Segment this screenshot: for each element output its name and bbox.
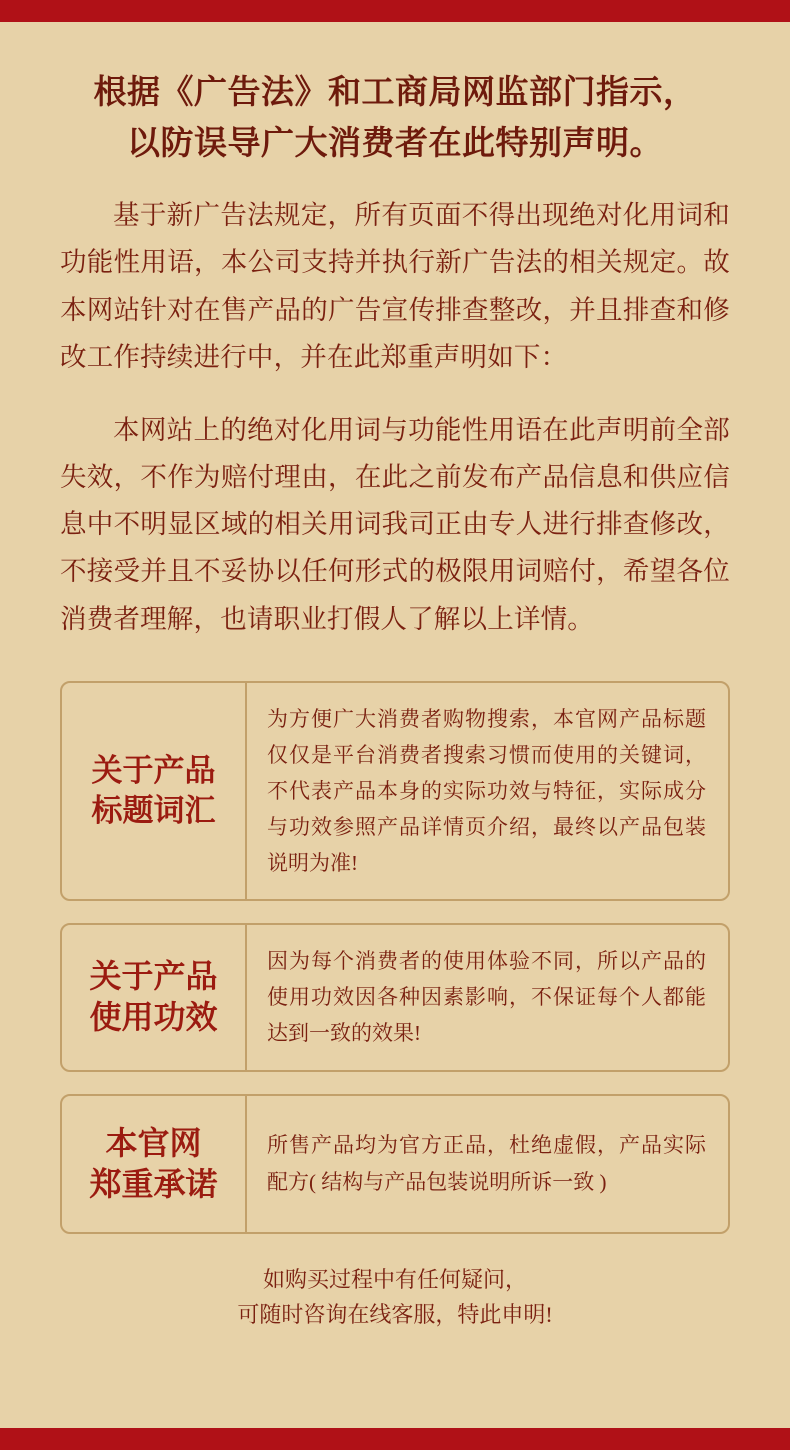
statement-card-list bbox=[60, 681, 730, 1234]
card-official-promise bbox=[60, 1094, 730, 1234]
footnote bbox=[60, 1262, 730, 1333]
card-product-title-wording bbox=[60, 681, 730, 902]
footnote-line-1: 如购买过程中有任何疑问， bbox=[262, 1266, 527, 1292]
card-title-line-2: 郑重承诺 bbox=[89, 1165, 218, 1202]
card-body: 因为每个消费者的使用体验不同，所以产品的使用功效因各种因素影响，不保证每个人都能达到一致的效果! bbox=[267, 949, 706, 1046]
page-title-line-1: 根据《广告法》和工商局网监部门指示， bbox=[93, 75, 697, 111]
paragraph-statement-invalidation: 本网站上的绝对化用词与功能性用语在此声明前全部失效，不作为赔付理由，在此之前发布产品信息和供应信息中不明显区域的相关用词我司正由专人进行排查修改，不接受并且不妥协以任何形式的极限用词赔付，希望各位消费者理解，也请职业打假人了解以上详情。 bbox=[60, 414, 730, 634]
page-title-line-2: 以防误导广大消费者在此特别声明。 bbox=[127, 126, 663, 163]
card-title-line-1: 关于产品 bbox=[91, 753, 216, 789]
card-product-effect bbox=[60, 923, 730, 1071]
card-body: 为方便广大消费者购物搜索，本官网产品标题仅仅是平台消费者搜索习惯而使用的关键词，不代表产品本身的实际功效与特征，实际成分与功效参照产品详情页介绍，最终以产品包装说明为准! bbox=[267, 706, 706, 876]
card-title-line-1: 本官网 bbox=[105, 1124, 202, 1161]
page-title bbox=[60, 68, 730, 170]
card-title bbox=[62, 925, 247, 1069]
card-title bbox=[62, 1096, 247, 1232]
card-title-line-2: 标题词汇 bbox=[91, 792, 216, 828]
paragraph-statement-basis: 基于新广告法规定，所有页面不得出现绝对化用词和功能性用语，本公司支持并执行新广告法的相关规定。故本网站针对在售产品的广告宣传排查整改，并且排查和修改工作持续进行中，并在此郑重声明如下： bbox=[60, 200, 730, 372]
card-title-line-1: 关于产品 bbox=[89, 958, 218, 995]
card-title bbox=[62, 683, 247, 900]
content-area bbox=[0, 22, 790, 1428]
card-title-line-2: 使用功效 bbox=[89, 999, 218, 1036]
footnote-line-2: 可随时咨询在线客服，特此申明! bbox=[237, 1302, 553, 1328]
card-body: 所售产品均为官方正品，杜绝虚假，产品实际配方( 结构与产品包装说明所诉一致 ) bbox=[267, 1133, 706, 1194]
